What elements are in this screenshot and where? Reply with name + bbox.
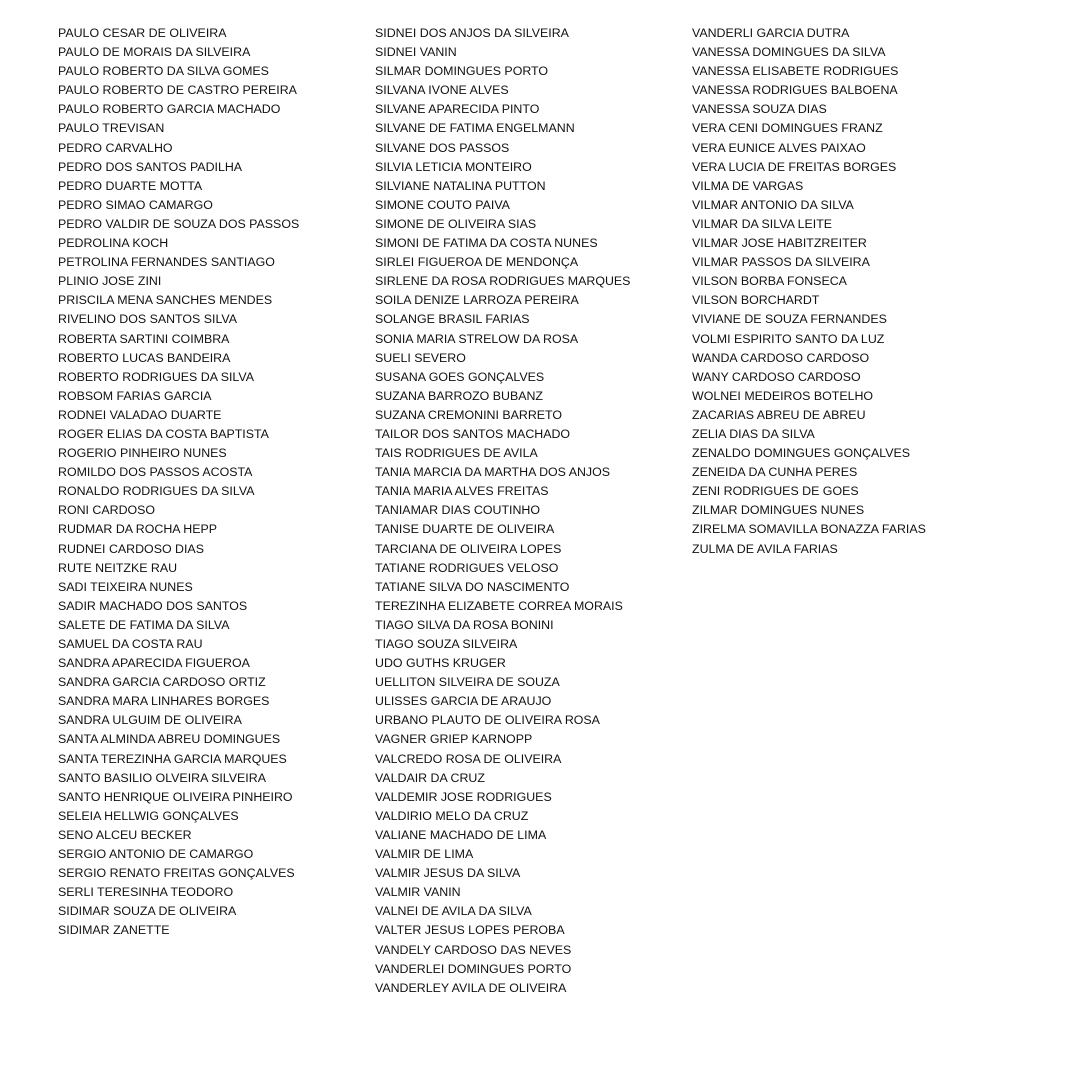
name-entry: VALMIR DE LIMA bbox=[375, 847, 474, 862]
name-entry: SOILA DENIZE LARROZA PEREIRA bbox=[375, 293, 579, 308]
name-entry: SANDRA ULGUIM DE OLIVEIRA bbox=[58, 713, 242, 728]
name-entry: ZACARIAS ABREU DE ABREU bbox=[692, 407, 866, 422]
name-entry: ZILMAR DOMINGUES NUNES bbox=[692, 503, 865, 518]
name-entry: ROBERTO RODRIGUES DA SILVA bbox=[58, 369, 255, 384]
name-entry: SADIR MACHADO DOS SANTOS bbox=[58, 598, 248, 613]
name-entry: VALDIRIO MELO DA CRUZ bbox=[375, 808, 529, 823]
name-entry: SIDNEI DOS ANJOS DA SILVEIRA bbox=[375, 26, 569, 40]
names-column-2 bbox=[375, 24, 630, 998]
name-entry: VALMIR VANIN bbox=[375, 885, 461, 900]
name-entry: PAULO CESAR DE OLIVEIRA bbox=[58, 26, 227, 40]
name-entry: SIDIMAR SOUZA DE OLIVEIRA bbox=[58, 904, 237, 919]
name-entry: SANTO BASILIO OLVEIRA SILVEIRA bbox=[58, 770, 266, 785]
name-entry: SUSANA GOES GONÇALVES bbox=[375, 369, 545, 384]
name-entry: SIRLENE DA ROSA RODRIGUES MARQUES bbox=[375, 274, 631, 289]
name-entry: VALTER JESUS LOPES PEROBA bbox=[375, 923, 565, 938]
name-entry: SILVIANE NATALINA PUTTON bbox=[375, 178, 546, 193]
name-entry: ROBERTA SARTINI COIMBRA bbox=[58, 331, 230, 346]
name-entry: PEDROLINA KOCH bbox=[58, 236, 169, 251]
name-entry: SANTO HENRIQUE OLIVEIRA PINHEIRO bbox=[58, 789, 293, 804]
name-entry: SONIA MARIA STRELOW DA ROSA bbox=[375, 331, 579, 346]
name-entry: SADI TEIXEIRA NUNES bbox=[58, 579, 193, 594]
name-entry: ZENEIDA DA CUNHA PERES bbox=[692, 465, 858, 480]
name-entry: VANDERLEI DOMINGUES PORTO bbox=[375, 961, 572, 976]
name-entry: SIMONE COUTO PAIVA bbox=[375, 197, 510, 212]
name-entry: VIVIANE DE SOUZA FERNANDES bbox=[692, 312, 887, 327]
name-entry: VOLMI ESPIRITO SANTO DA LUZ bbox=[692, 331, 885, 346]
name-entry: VANDERLEY AVILA DE OLIVEIRA bbox=[375, 980, 567, 995]
names-column-3 bbox=[692, 24, 926, 559]
name-entry: VANESSA DOMINGUES DA SILVA bbox=[692, 45, 886, 60]
name-entry: SENO ALCEU BECKER bbox=[58, 827, 192, 842]
name-entry: SANDRA GARCIA CARDOSO ORTIZ bbox=[58, 675, 266, 690]
name-entry: PEDRO VALDIR DE SOUZA DOS PASSOS bbox=[58, 216, 300, 231]
name-entry: SALETE DE FATIMA DA SILVA bbox=[58, 617, 230, 632]
name-entry: SIMONE DE OLIVEIRA SIAS bbox=[375, 216, 537, 231]
name-entry: ROGER ELIAS DA COSTA BAPTISTA bbox=[58, 426, 269, 441]
name-entry: PRISCILA MENA SANCHES MENDES bbox=[58, 293, 273, 308]
name-entry: ZELIA DIAS DA SILVA bbox=[692, 426, 815, 441]
name-entry: SILVANE APARECIDA PINTO bbox=[375, 102, 540, 117]
name-entry: SERLI TERESINHA TEODORO bbox=[58, 885, 234, 900]
name-entry: VANESSA ELISABETE RODRIGUES bbox=[692, 64, 899, 79]
name-entry: RIVELINO DOS SANTOS SILVA bbox=[58, 312, 238, 327]
name-entry: RODNEI VALADAO DUARTE bbox=[58, 407, 222, 422]
name-entry: SAMUEL DA COSTA RAU bbox=[58, 637, 203, 651]
name-entry: VERA CENI DOMINGUES FRANZ bbox=[692, 121, 883, 136]
name-entry: SANDRA APARECIDA FIGUEROA bbox=[58, 656, 250, 671]
name-entry: RUTE NEITZKE RAU bbox=[58, 560, 178, 575]
name-entry: SANTA TEREZINHA GARCIA MARQUES bbox=[58, 751, 287, 766]
name-entry: TIAGO SILVA DA ROSA BONINI bbox=[375, 617, 554, 632]
name-entry: RONI CARDOSO bbox=[58, 503, 156, 518]
name-entry: VALIANE MACHADO DE LIMA bbox=[375, 827, 547, 842]
name-entry: TEREZINHA ELIZABETE CORREA MORAIS bbox=[375, 598, 623, 613]
name-entry: PAULO ROBERTO DE CASTRO PEREIRA bbox=[58, 83, 297, 98]
name-entry: PETROLINA FERNANDES SANTIAGO bbox=[58, 255, 275, 270]
name-entry: SILVANE DE FATIMA ENGELMANN bbox=[375, 121, 575, 136]
name-entry: RUDNEI CARDOSO DIAS bbox=[58, 541, 204, 556]
name-entry: WOLNEI MEDEIROS BOTELHO bbox=[692, 388, 874, 403]
name-entry: VERA LUCIA DE FREITAS BORGES bbox=[692, 159, 897, 174]
name-entry: VILMA DE VARGAS bbox=[692, 178, 804, 193]
name-entry: PAULO TREVISAN bbox=[58, 121, 165, 136]
name-entry: VALNEI DE AVILA DA SILVA bbox=[375, 904, 532, 919]
name-entry: TAIS RODRIGUES DE AVILA bbox=[375, 446, 538, 461]
name-entry: SILMAR DOMINGUES PORTO bbox=[375, 64, 549, 79]
name-entry: ROBERTO LUCAS BANDEIRA bbox=[58, 350, 231, 365]
name-entry: WANDA CARDOSO CARDOSO bbox=[692, 350, 870, 365]
name-entry: SUELI SEVERO bbox=[375, 350, 466, 365]
name-entry: UELLITON SILVEIRA DE SOUZA bbox=[375, 675, 560, 690]
name-entry: TATIANE RODRIGUES VELOSO bbox=[375, 560, 559, 575]
name-entry: TANIA MARCIA DA MARTHA DOS ANJOS bbox=[375, 465, 611, 480]
name-entry: URBANO PLAUTO DE OLIVEIRA ROSA bbox=[375, 713, 600, 728]
name-entry: PEDRO DUARTE MOTTA bbox=[58, 178, 203, 193]
name-entry: SUZANA CREMONINI BARRETO bbox=[375, 407, 563, 422]
name-entry: SILVIA LETICIA MONTEIRO bbox=[375, 159, 532, 174]
name-entry: SERGIO ANTONIO DE CAMARGO bbox=[58, 847, 254, 862]
name-entry: VILMAR ANTONIO DA SILVA bbox=[692, 197, 854, 212]
name-entry: VILMAR JOSE HABITZREITER bbox=[692, 236, 867, 251]
name-entry: PAULO ROBERTO DA SILVA GOMES bbox=[58, 64, 269, 79]
name-entry: PAULO DE MORAIS DA SILVEIRA bbox=[58, 45, 251, 60]
name-entry: SIDNEI VANIN bbox=[375, 45, 457, 60]
name-entry: VANESSA RODRIGUES BALBOENA bbox=[692, 83, 898, 98]
name-entry: SIMONI DE FATIMA DA COSTA NUNES bbox=[375, 236, 598, 251]
name-entry: PEDRO CARVALHO bbox=[58, 140, 173, 155]
name-entry: PEDRO SIMAO CAMARGO bbox=[58, 197, 213, 212]
name-entry: TANIAMAR DIAS COUTINHO bbox=[375, 503, 540, 518]
name-entry: RUDMAR DA ROCHA HEPP bbox=[58, 522, 218, 537]
name-entry: ULISSES GARCIA DE ARAUJO bbox=[375, 694, 552, 709]
name-entry: SANDRA MARA LINHARES BORGES bbox=[58, 694, 270, 709]
name-entry: SILVANE DOS PASSOS bbox=[375, 140, 510, 155]
name-entry: SUZANA BARROZO BUBANZ bbox=[375, 388, 543, 403]
names-column-1 bbox=[58, 24, 299, 941]
name-entry: TAILOR DOS SANTOS MACHADO bbox=[375, 426, 571, 441]
name-entry: ZIRELMA SOMAVILLA BONAZZA FARIAS bbox=[692, 522, 926, 537]
name-entry: ROGERIO PINHEIRO NUNES bbox=[58, 446, 227, 461]
name-entry: ZULMA DE AVILA FARIAS bbox=[692, 541, 838, 556]
name-entry: SIRLEI FIGUEROA DE MENDONÇA bbox=[375, 255, 579, 270]
name-entry: VILSON BORBA FONSECA bbox=[692, 274, 847, 289]
name-entry: SOLANGE BRASIL FARIAS bbox=[375, 312, 530, 327]
name-entry: SANTA ALMINDA ABREU DOMINGUES bbox=[58, 732, 281, 747]
name-entry: TATIANE SILVA DO NASCIMENTO bbox=[375, 579, 570, 594]
name-entry: TARCIANA DE OLIVEIRA LOPES bbox=[375, 541, 562, 556]
name-entry: PLINIO JOSE ZINI bbox=[58, 274, 162, 289]
name-entry: SERGIO RENATO FREITAS GONÇALVES bbox=[58, 866, 295, 881]
name-entry: PAULO ROBERTO GARCIA MACHADO bbox=[58, 102, 281, 117]
name-entry: TANIA MARIA ALVES FREITAS bbox=[375, 484, 549, 499]
name-entry: UDO GUTHS KRUGER bbox=[375, 656, 506, 671]
name-entry: VILSON BORCHARDT bbox=[692, 293, 820, 308]
name-entry: ROMILDO DOS PASSOS ACOSTA bbox=[58, 465, 253, 480]
name-entry: VANESSA SOUZA DIAS bbox=[692, 102, 827, 117]
name-entry: SELEIA HELLWIG GONÇALVES bbox=[58, 808, 239, 823]
name-entry: VALCREDO ROSA DE OLIVEIRA bbox=[375, 751, 562, 766]
name-entry: VERA EUNICE ALVES PAIXAO bbox=[692, 140, 866, 155]
name-entry: RONALDO RODRIGUES DA SILVA bbox=[58, 484, 255, 499]
name-entry: VANDELY CARDOSO DAS NEVES bbox=[375, 942, 572, 957]
name-entry: PEDRO DOS SANTOS PADILHA bbox=[58, 159, 243, 174]
name-entry: VILMAR PASSOS DA SILVEIRA bbox=[692, 255, 870, 270]
name-entry: VILMAR DA SILVA LEITE bbox=[692, 216, 833, 231]
name-entry: TIAGO SOUZA SILVEIRA bbox=[375, 637, 518, 651]
name-entry: VALDEMIR JOSE RODRIGUES bbox=[375, 789, 552, 804]
name-entry: VALMIR JESUS DA SILVA bbox=[375, 866, 521, 881]
name-entry: ZENI RODRIGUES DE GOES bbox=[692, 484, 859, 499]
name-entry: ZENALDO DOMINGUES GONÇALVES bbox=[692, 446, 911, 461]
name-entry: VALDAIR DA CRUZ bbox=[375, 770, 485, 785]
name-entry: SIDIMAR ZANETTE bbox=[58, 923, 170, 938]
name-entry: SILVANA IVONE ALVES bbox=[375, 83, 509, 98]
name-entry: WANY CARDOSO CARDOSO bbox=[692, 369, 861, 384]
name-entry: ROBSOM FARIAS GARCIA bbox=[58, 388, 212, 403]
name-entry: VAGNER GRIEP KARNOPP bbox=[375, 732, 533, 747]
name-entry: TANISE DUARTE DE OLIVEIRA bbox=[375, 522, 555, 537]
name-entry: VANDERLI GARCIA DUTRA bbox=[692, 26, 850, 40]
